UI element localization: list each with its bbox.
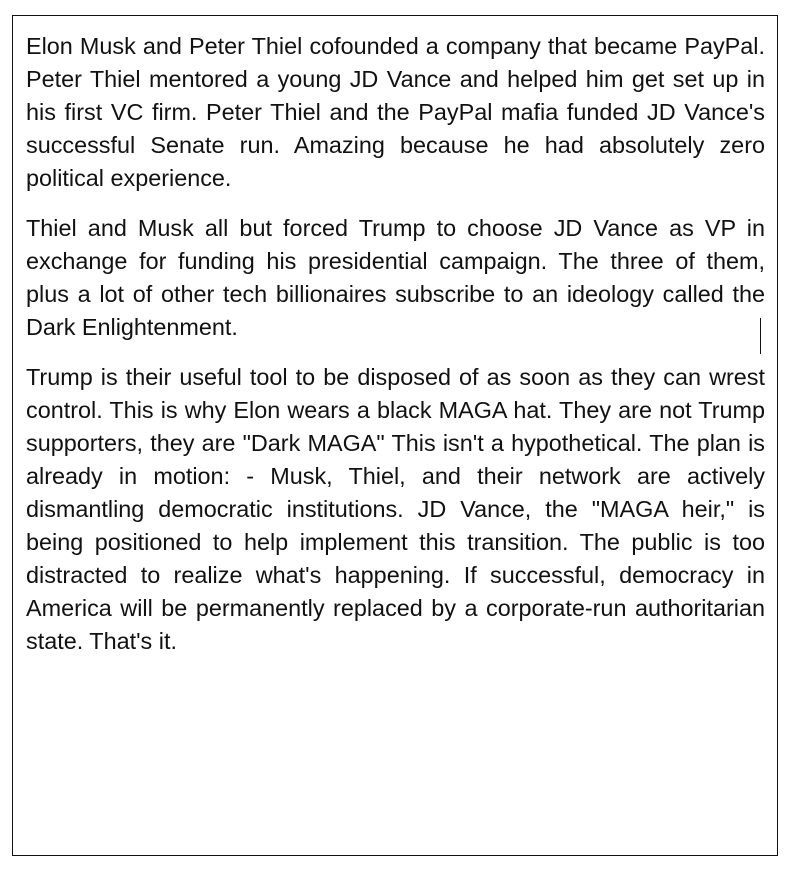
paragraph-1: Elon Musk and Peter Thiel cofounded a company that became PayPal. Peter Thiel mentored a young JD Vance and helped him get set up in his first VC firm. Peter Thiel and the PayPal mafia funded JD Vance's successful Senate run. Amazing because he had absolutely zero political experience.	[26, 33, 765, 191]
paragraph-2: Thiel and Musk all but forced Trump to choose JD Vance as VP in exchange for funding his presidential campaign. The three of them, plus a lot of other tech billionaires subscribe to an ideology called the Dark Enlightenment.	[26, 215, 765, 340]
paragraph-3: Trump is their useful tool to be disposed of as soon as they can wrest control. This is why Elon wears a black MAGA hat. They are not Trump supporters, they are "Dark MAGA" This isn't a hypothetical. The plan is already in motion: - Musk, Thiel, and their network are actively dismantling democratic institutions. JD Vance, the "MAGA heir," is being positioned to help implement this transition. The public is too distracted to realize what's happening. If successful, democracy in America will be permanently replaced by a corporate-run authoritarian state. That's it.	[26, 364, 765, 654]
text-box[interactable]	[12, 15, 778, 856]
text-cursor	[760, 318, 761, 354]
